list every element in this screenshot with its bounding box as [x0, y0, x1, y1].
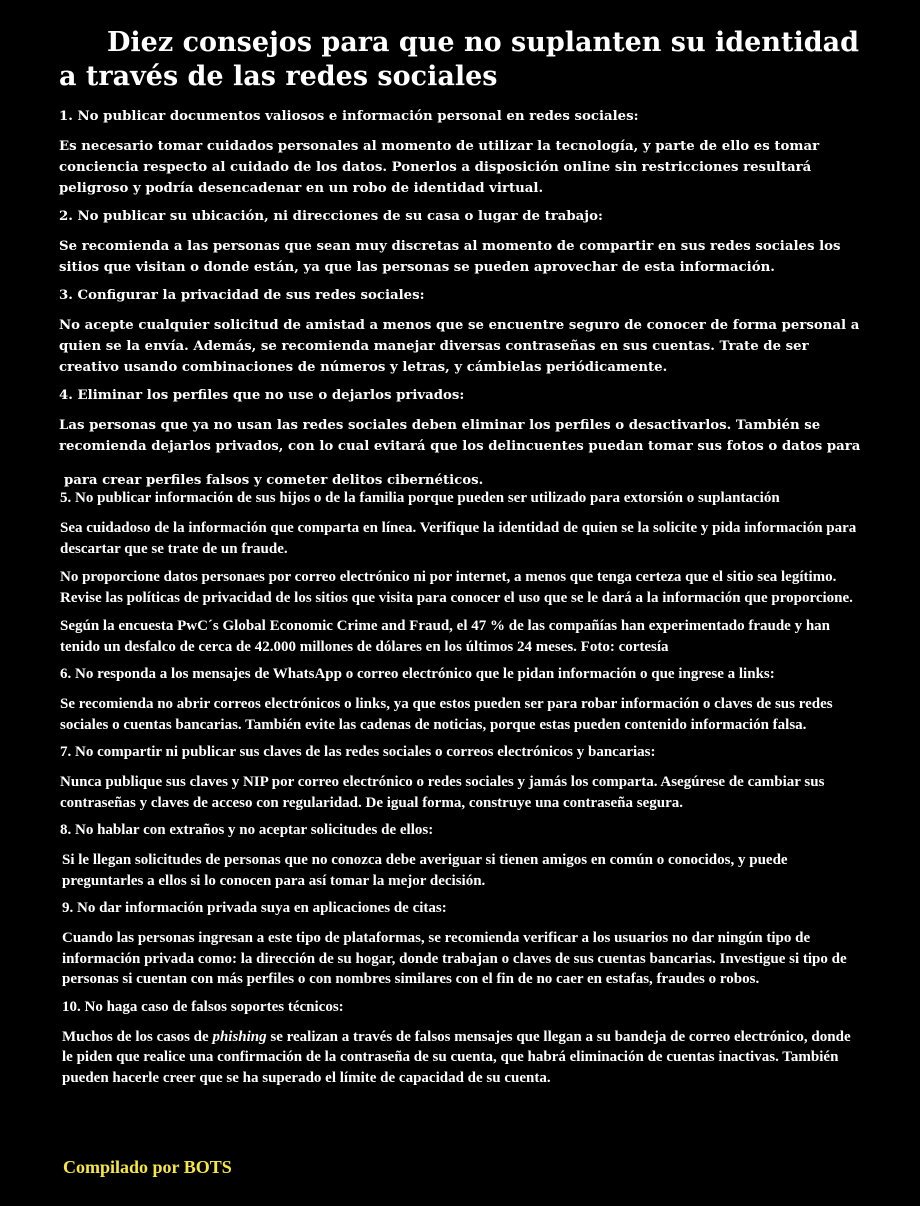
tip-9-heading: 9. No dar información privada suya en aplicaciones de citas: [62, 900, 447, 916]
tip-10-body [60, 1027, 860, 1089]
tip-10-heading: 10. No haga caso de falsos soportes técnicos: [62, 998, 344, 1015]
page-title: Diez consejos para que no suplanten su identidad a través de las redes sociales [59, 27, 859, 92]
tip-10-body-end: se realizan a través de falsos mensajes que llegan a su bandeja de correo electrónico, donde le piden que realice una confirmación de la contraseña de su cuenta, que habrá eliminación de cuentas inactivas. También pueden hacerle creer que se ha superado el límite de capacidad de su cuenta. [62, 1028, 851, 1086]
tip-3-body: No acepte cualquier solicitud de amistad a menos que se encuentre seguro de conocer de forma personal a quien se la envía. Además, se recomienda manejar diversas contraseñas en sus cuentas. Trate de ser creativo usando combinaciones de números y letras, y cámbielas periódicamente. [59, 318, 860, 375]
tip-5-paragraph-3: Según la encuesta PwC´s Global Economic Crime and Fraud, el 47 % de las compañías han experimentado fraude y han tenido un desfalco de cerca de 42.000 millones de dólares en los últimos 24 meses. Foto: cortesía [60, 618, 831, 655]
credit-label: Compilado por BOTS [63, 1157, 232, 1177]
tip-1-body: Es necesario tomar cuidados personales al momento de utilizar la tecnología, y parte de ello es tomar conciencia respecto al cuidado de los datos. Ponerlos a disposición online sin restricciones resultará peligroso y podría desencadenar en un robo de identidad virtual. [59, 139, 820, 196]
tip-3-heading: 3. Configurar la privacidad de sus redes sociales: [59, 288, 425, 303]
tip-5-paragraph-1: Sea cuidadoso de la información que comparta en línea. Verifique la identidad de quien se la solicite y pida información para descartar que se trate de un fraude. [60, 520, 857, 557]
tips-section-2 [60, 489, 860, 1096]
tip-10-body-start: Muchos de los casos de [62, 1028, 213, 1045]
tip-4-fragment: para crear perfiles falsos y cometer delitos cibernéticos. [64, 473, 484, 488]
tip-7-heading: 7. No compartir ni publicar sus claves de las redes sociales o correos electrónicos y bancarias: [60, 744, 656, 760]
tip-2-heading: 2. No publicar su ubicación, ni direcciones de su casa o lugar de trabajo: [59, 209, 603, 224]
tip-6-heading: 6. No responda a los mensajes de WhatsApp o correo electrónico que le pidan información o que ingrese a links: [60, 666, 775, 682]
tip-6-body: Se recomienda no abrir correos electrónicos o links, ya que estos pueden ser para robar información o claves de sus redes sociales o cuentas bancarias. También evite las cadenas de noticias, porque estas pueden contenido información falsa. [60, 696, 833, 733]
tip-8-heading: 8. No hablar con extraños y no aceptar solicitudes de ellos: [60, 822, 434, 838]
tip-4-heading: 4. Eliminar los perfiles que no use o dejarlos privados: [59, 388, 465, 403]
tip-5-heading: 5. No publicar información de sus hijos o de la familia porque pueden ser utilizado para extorsión o suplantación [60, 490, 780, 506]
tip-10-body-phishing: phishing [212, 1028, 267, 1045]
tip-7-body: Nunca publique sus claves y NIP por correo electrónico o redes sociales y jamás los comparta. Asegúrese de cambiar sus contraseñas y claves de acceso con regularidad. De igual forma, construye una contraseña segura. [60, 774, 825, 811]
tip-9-body: Cuando las personas ingresan a este tipo de plataformas, se recomienda verificar a los usuarios no dar ningún tipo de información privada como: la dirección de su hogar, donde trabajan o claves de sus cuentas bancarias. Investigue si tipo de personas si cuentan con más perfiles o con nombres similares con el fin de no caer en estafas, fraudes o robos. [62, 930, 847, 987]
tip-1-heading: 1. No publicar documentos valiosos e información personal en redes sociales: [59, 109, 639, 124]
tip-5-paragraph-2: No proporcione datos personaes por correo electrónico ni por internet, a menos que tenga certeza que el sitio sea legítimo. Revise las políticas de privacidad de los sitios que visita para conocer el uso que se le dará a la información que proporcione. [60, 569, 853, 606]
tip-2-body: Se recomienda a las personas que sean muy discretas al momento de compartir en sus redes sociales los sitios que visitan o donde están, ya que las personas se pueden aprovechar de esta información. [59, 239, 841, 275]
tip-8-body: Si le llegan solicitudes de personas que no conozca debe averiguar si tienen amigos en común o conocidos, y puede preguntarles a ellos si lo conocen para así tomar la mejor decisión. [62, 852, 788, 889]
tip-4-body: Las personas que ya no usan las redes sociales deben eliminar los perfiles o desactivarlos. También se recomienda dejarlos privados, con lo cual evitará que los delincuentes puedan tomar sus fotos o datos para [59, 418, 861, 454]
tips-section-1 [59, 108, 869, 454]
